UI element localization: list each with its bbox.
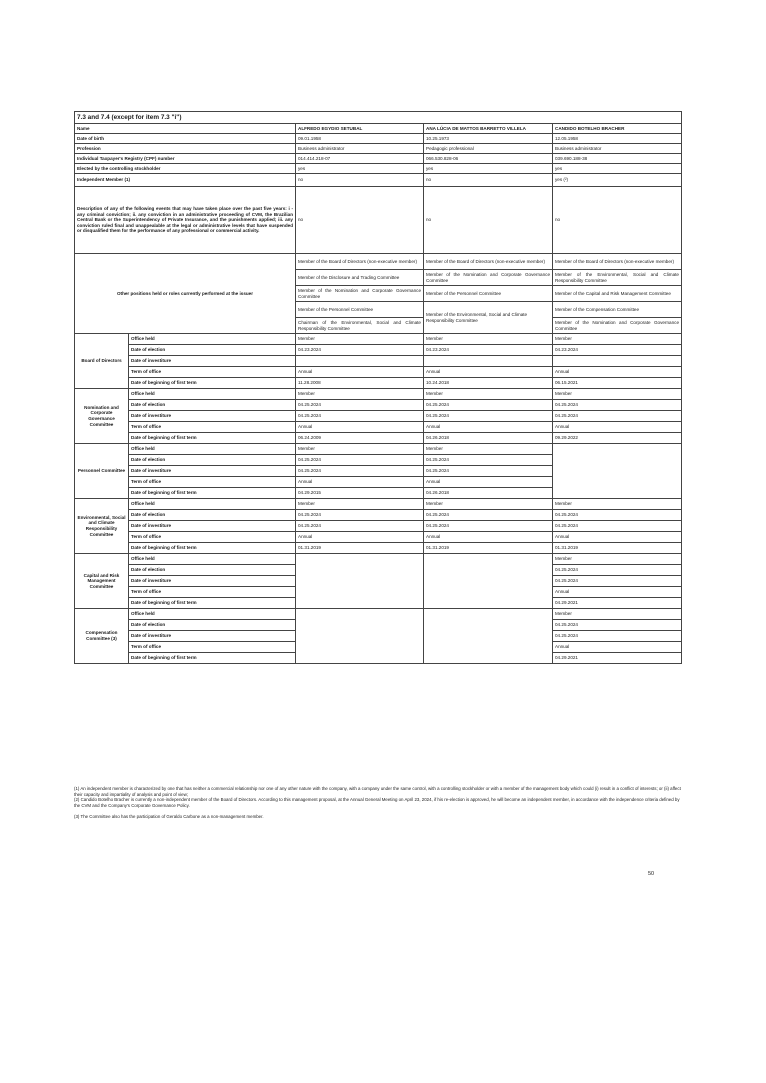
cell-value: no [553,187,682,254]
row-label: Date of birth [75,134,296,144]
name-label: Name [75,124,296,134]
committee-name: Personnel Committee [75,444,129,499]
other-positions-label: Other positions held or roles currently performed at the issuer [75,254,296,334]
cell-value: 04.23.2024 [553,345,682,356]
committee-name: Environmental, Social and Climate Responsibility Committee [75,499,129,554]
cell-value: Annual [553,532,682,543]
field-label: Term of office [129,642,296,653]
cell-value: 04.25.2024 [553,631,682,642]
position-item: Member of the Personnel Committee [424,286,553,302]
cell-value: Member [553,609,682,620]
row-label: Individual Taxpayer's Registry (CPF) number [75,154,296,164]
cell-value: Member [296,334,424,345]
row-label: Profession [75,144,296,154]
position-item: Member of the Board of Directors (non-executive member) [553,254,682,270]
field-label: Date of beginning of first term [129,488,296,499]
cell-value: Annual [553,422,682,433]
cell-value: Member [553,389,682,400]
field-label: Date of election [129,455,296,466]
cell-value: yes [424,164,553,174]
cell-value: Member [296,444,424,455]
position-item: Member of the Compensation Committee [553,302,682,318]
field-label: Date of election [129,620,296,631]
committee-name: Compensation Committee (3) [75,609,129,664]
cell-value: Member [553,554,682,565]
cell-value: 11.28.2008 [296,378,424,389]
empty-cell [424,609,553,664]
field-label: Date of investiture [129,521,296,532]
cell-value: Member [553,499,682,510]
cell-value: 04.25.2024 [553,400,682,411]
cell-value: Annual [424,367,553,378]
cell-value: 04.25.2024 [553,565,682,576]
field-label: Date of investiture [129,356,296,367]
footnote-2: (2) Candido Botelho Bracher is currently a non-independent member of the Board of Directors. According to this management proposal, at the Annual General Meeting on April 23, 2024, if his re-election is approved, he will become an independent member, in accordance with the independence criteria defined by the CVM and the Company's Corporate Governance Policy. [74,797,680,808]
field-label: Date of beginning of first term [129,378,296,389]
footnote-1: (1) An independent member is characterized by one that has neither a commercial relationship nor one of any other nature with the company, with a company under the same control, with a controlling stockholder or with a member of the management body which could (i) result in a conflict of interests; or (ii) affect their capacity and impartiality of analysis and point of view; [74,786,681,797]
field-label: Term of office [129,422,296,433]
cell-value: 04.25.2024 [424,411,553,422]
cell-value: 06.24.2009 [296,433,424,444]
cell-value: no [424,187,553,254]
cell-value: Member [296,389,424,400]
position-item: Member of the Board of Directors (non-executive member) [424,254,553,270]
section-title: 7.3 and 7.4 (except for item 7.3 "i") [75,112,682,124]
cell-value: Annual [553,367,682,378]
position-item: Member of the Environmental, Social and Climate Responsibility Committee [553,270,682,286]
cell-value [296,356,424,367]
cell-value: Member [424,334,553,345]
cell-value: 01.31.2019 [296,543,424,554]
cell-value: Member [553,334,682,345]
field-label: Term of office [129,477,296,488]
cell-value: 04.25.2024 [553,521,682,532]
cell-value: Annual [424,422,553,433]
field-label: Date of election [129,510,296,521]
cell-value: 014.414.218-07 [296,154,424,164]
cell-value: 04.25.2024 [424,455,553,466]
cell-value: yes [296,164,424,174]
empty-cell [424,554,553,609]
field-label: Date of election [129,400,296,411]
field-label: Office held [129,554,296,565]
cell-value: Annual [553,642,682,653]
position-item: Member of the Nomination and Corporate Governance Committee [553,318,682,334]
cell-value: yes (²) [553,174,682,187]
cell-value: no [424,174,553,187]
cell-value: 04.25.2024 [424,400,553,411]
cell-value: Annual [296,367,424,378]
field-label: Date of beginning of first term [129,543,296,554]
field-label: Office held [129,609,296,620]
cell-value: 01.31.2019 [553,543,682,554]
footnote-3: (3) The Committee also has the participation of Geraldo Carbone as a non-management member. [74,814,264,820]
governance-table [74,111,682,664]
person-name: CANDIDO BOTELHO BRACHER [553,124,682,134]
field-label: Date of investiture [129,631,296,642]
position-item: Member of the Personnel Committee [296,302,424,318]
cell-value: 09.01.1958 [296,134,424,144]
cell-value: Annual [296,477,424,488]
cell-value: 04.25.2024 [424,521,553,532]
cell-value: Member [424,444,553,455]
field-label: Office held [129,389,296,400]
cell-value: Annual [424,477,553,488]
field-label: Office held [129,499,296,510]
events-description: Description of any of the following events that may have taken place over the past five years: i - any criminal conviction; ii. any conviction in an administrative proceeding of CVM, the Brazilian Central Bank or the Superintendency of Private Insurance, and the punishments applied; iii. any conviction ruled final and unappealable at the legal or administrative levels that have suspended or disqualified them for the performance of any professional or commercial activity. [75,187,296,254]
cell-value [424,356,553,367]
position-item: Member of the Board of Directors (non-executive member) [296,254,424,270]
cell-value: 039.690.188-38 [553,154,682,164]
cell-value: 04.25.2024 [296,521,424,532]
position-item: Member of the Capital and Risk Management Committee [553,286,682,302]
position-item: Member of the Environmental, Social and Climate Responsibility Committee [424,302,553,334]
field-label: Term of office [129,532,296,543]
cell-value: no [296,187,424,254]
cell-value: 04.23.2024 [296,345,424,356]
cell-value: Business administrator [296,144,424,154]
cell-value: 04.29.2015 [296,488,424,499]
cell-value: 04.25.2024 [424,510,553,521]
cell-value: 04.25.2024 [296,400,424,411]
person-name: ALFREDO EGYDIO SETUBAL [296,124,424,134]
position-item: Member of the Nomination and Corporate Governance Committee [296,286,424,302]
field-label: Date of investiture [129,466,296,477]
field-label: Date of investiture [129,576,296,587]
cell-value: 12.05.1958 [553,134,682,144]
empty-cell [553,444,682,499]
field-label: Office held [129,444,296,455]
cell-value: Member [424,499,553,510]
cell-value: 04.25.2024 [296,455,424,466]
cell-value: 09.29.2022 [553,433,682,444]
cell-value: no [296,174,424,187]
empty-cell [296,609,424,664]
cell-value: 04.25.2024 [553,576,682,587]
cell-value: 04.23.2024 [424,345,553,356]
cell-value: Annual [424,532,553,543]
cell-value: 066.530.828-06 [424,154,553,164]
cell-value: Annual [296,422,424,433]
field-label: Date of beginning of first term [129,598,296,609]
position-item: Member of the Nomination and Corporate Governance Committee [424,270,553,286]
cell-value [553,356,682,367]
page-number: 50 [648,871,655,877]
field-label: Date of investiture [129,411,296,422]
cell-value: 06.15.2021 [553,378,682,389]
cell-value: 04.26.2018 [424,433,553,444]
committee-name: Board of Directors [75,334,129,389]
cell-value: Member [296,499,424,510]
cell-value: 10.24.2018 [424,378,553,389]
cell-value: yes [553,164,682,174]
cell-value: Pedagogic professional [424,144,553,154]
cell-value: 04.29.2021 [553,653,682,664]
row-label: Elected by the controlling stockholder [75,164,296,174]
cell-value: 04.25.2024 [424,466,553,477]
field-label: Term of office [129,587,296,598]
cell-value: 04.25.2024 [296,466,424,477]
committee-name: Capital and Risk Management Committee [75,554,129,609]
cell-value: 04.26.2018 [424,488,553,499]
empty-cell [296,554,424,609]
cell-value: 04.25.2024 [296,510,424,521]
cell-value: 04.25.2024 [553,510,682,521]
committee-name: Nomination and Corporate Governance Committee [75,389,129,444]
field-label: Date of election [129,565,296,576]
cell-value: 01.31.2019 [424,543,553,554]
field-label: Term of office [129,367,296,378]
cell-value: Annual [296,532,424,543]
cell-value: 04.25.2024 [296,411,424,422]
cell-value: Annual [553,587,682,598]
cell-value: Business administrator [553,144,682,154]
cell-value: 04.25.2024 [553,411,682,422]
position-item: Chairman of the Environmental, Social and Climate Responsibility Committee [296,318,424,334]
field-label: Date of beginning of first term [129,653,296,664]
field-label: Date of beginning of first term [129,433,296,444]
field-label: Office held [129,334,296,345]
cell-value: 04.29.2021 [553,598,682,609]
cell-value: Member [424,389,553,400]
position-item: Member of the Disclosure and Trading Committee [296,270,424,286]
row-label: Independent Member (1) [75,174,296,187]
cell-value: 04.25.2024 [553,620,682,631]
person-name: ANA LÚCIA DE MATTOS BARRETTO VILLELA [424,124,553,134]
footnotes [74,786,684,820]
cell-value: 10.25.1973 [424,134,553,144]
governance-table-container [74,111,681,664]
field-label: Date of election [129,345,296,356]
